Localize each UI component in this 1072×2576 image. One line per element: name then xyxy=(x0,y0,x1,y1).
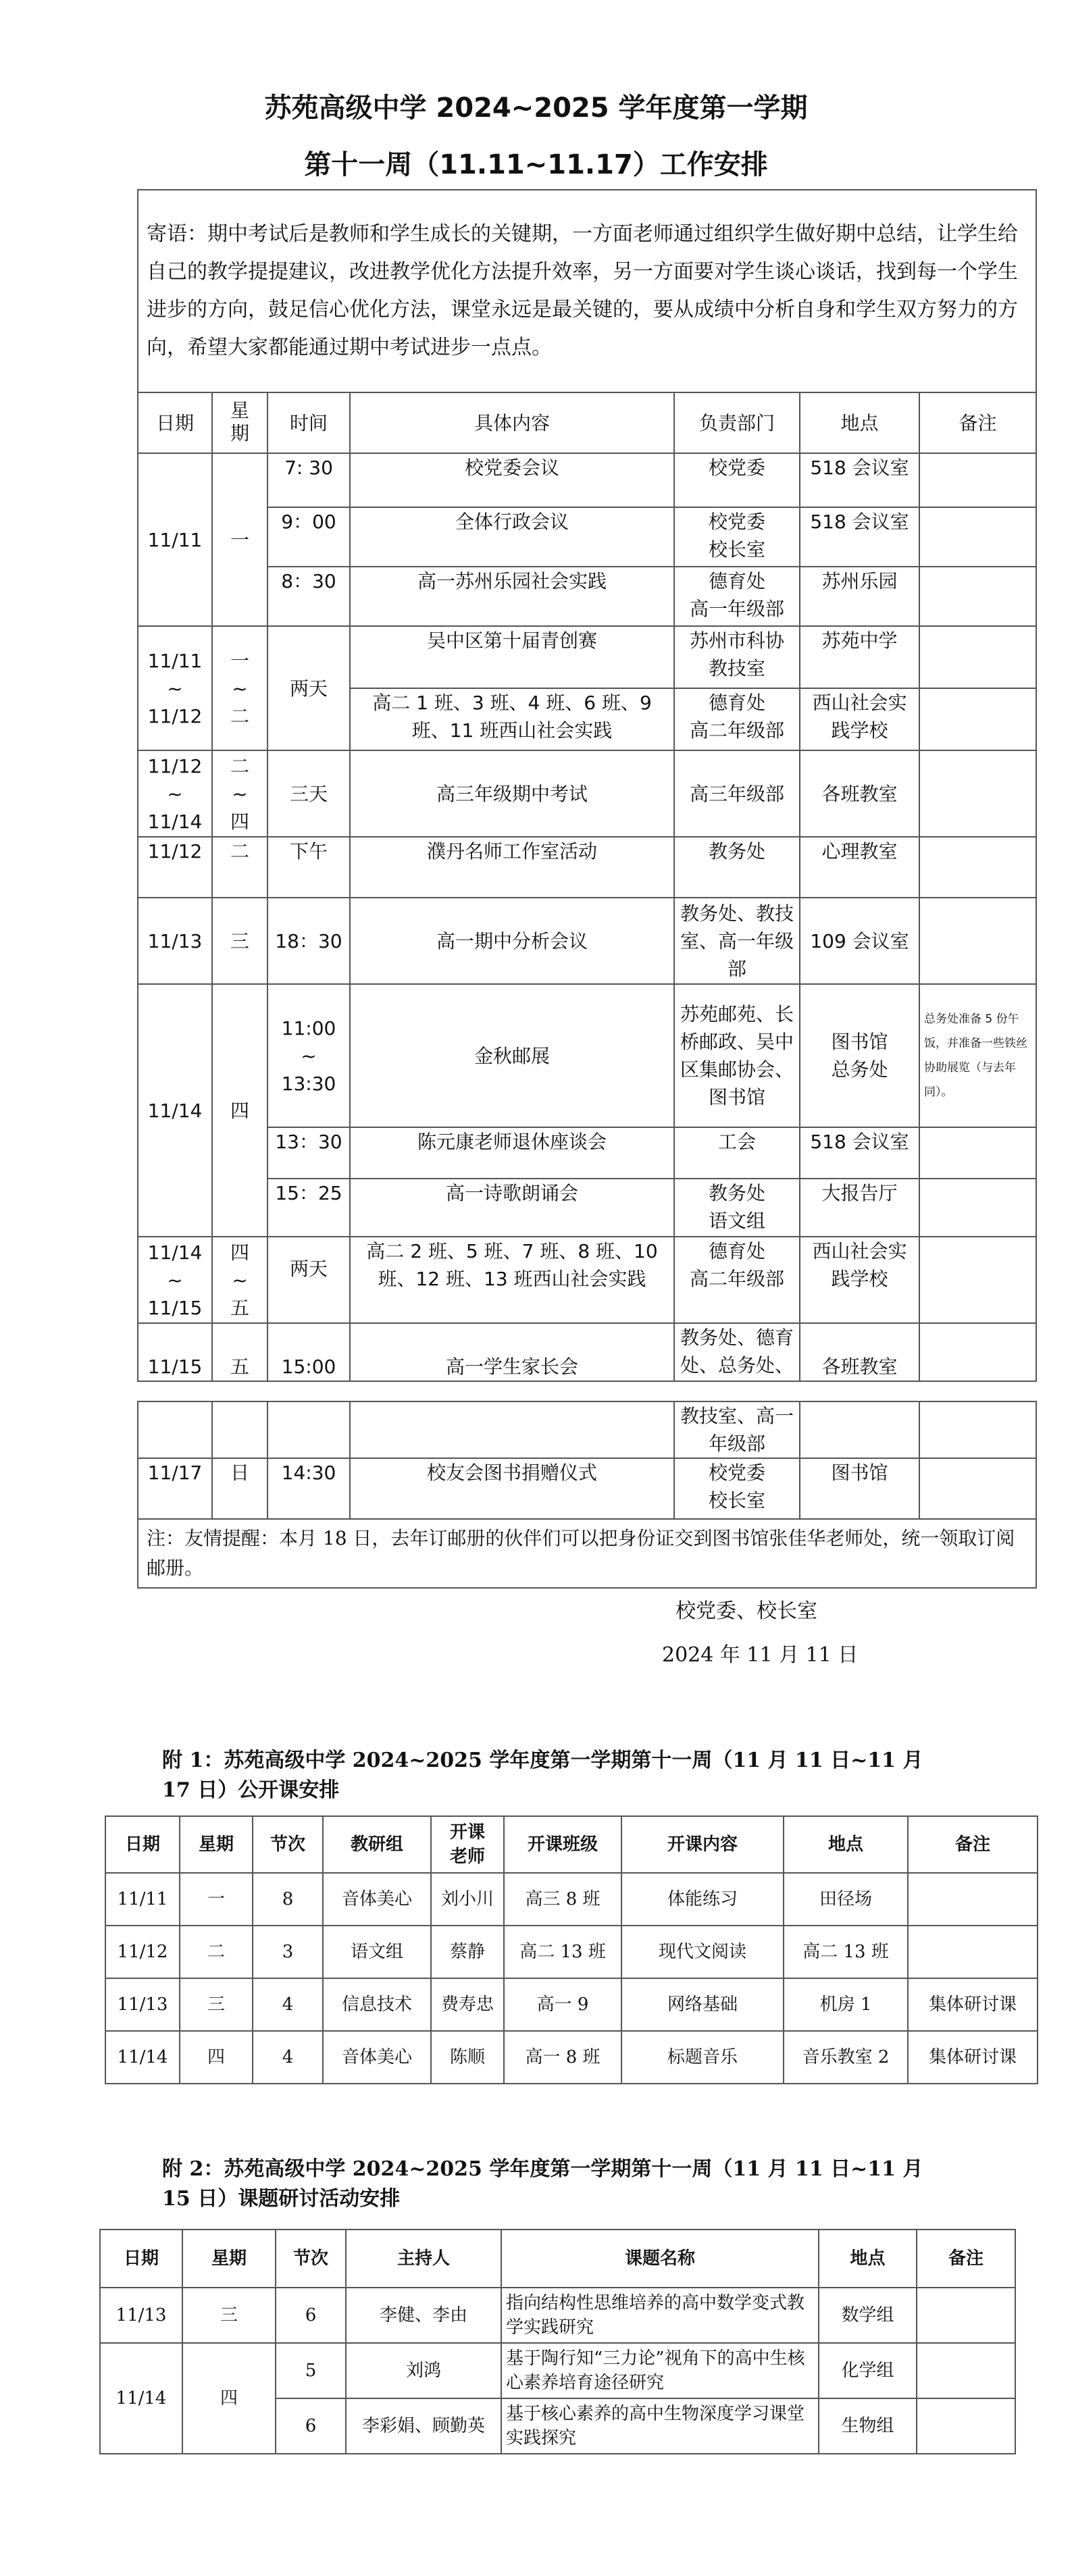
table-row xyxy=(105,2031,1038,2084)
content-cell: 高一诗歌朗诵会 xyxy=(350,1179,674,1237)
dept-cell: 工会 xyxy=(674,1127,800,1179)
weekday-cell: 四 xyxy=(212,984,267,1237)
table-row xyxy=(138,1458,1036,1519)
dept-cell: 德育处 高二年级部 xyxy=(674,688,800,750)
header-cell: 时间 xyxy=(267,392,350,453)
topic-cell: 基于核心素养的高中生物深度学习课堂实践探究 xyxy=(501,2398,819,2454)
date-cell xyxy=(138,1401,212,1458)
header-cell: 开课班级 xyxy=(504,1816,621,1873)
note-cell xyxy=(919,453,1036,507)
content-cell: 高一苏州乐园社会实践 xyxy=(350,567,674,626)
page-gap xyxy=(138,1381,1036,1401)
header-cell: 备注 xyxy=(917,2230,1015,2288)
place-cell: 图书馆 总务处 xyxy=(800,984,919,1127)
cell: 网络基础 xyxy=(621,1978,784,2031)
cell: 高二 13 班 xyxy=(504,1926,621,1978)
time-cell: 8：30 xyxy=(267,567,350,626)
note-cell xyxy=(917,2288,1015,2343)
cell: 体能练习 xyxy=(621,1873,784,1926)
cell: 四 xyxy=(180,2031,253,2084)
note-cell xyxy=(919,837,1036,898)
appendix2-title: 附 2：苏苑高级中学 2024~2025 学年度第一学期第十一周（11 月 11 日~11 月 15 日）课题研讨活动安排 xyxy=(162,2157,923,2211)
note-cell: 总务处准备 5 份午饭，并准备一些铁丝协助展览（与去年同）。 xyxy=(919,984,1036,1127)
footnote: 注：友情提醒：本月 18 日，去年订邮册的伙伴们可以把身份证交到图书馆张佳华老师处，统一领取订阅邮册。 xyxy=(138,1519,1036,1588)
cell: 刘小川 xyxy=(431,1873,504,1926)
content-cell: 高一学生家长会 xyxy=(350,1323,674,1381)
time-cell: 18：30 xyxy=(267,898,350,984)
time-cell: 13：30 xyxy=(267,1127,350,1179)
cell: 高三 8 班 xyxy=(504,1873,621,1926)
weekly-schedule xyxy=(137,189,1036,1589)
dept-cell: 高三年级部 xyxy=(674,750,800,837)
content-cell: 吴中区第十届青创赛 xyxy=(350,626,674,688)
weekday-cell: 五 xyxy=(212,1323,267,1381)
cell: 3 xyxy=(253,1926,323,1978)
cell: 音体美心 xyxy=(323,1873,431,1926)
cell: 田径场 xyxy=(784,1873,908,1926)
dept-cell: 苏苑邮苑、长桥邮政、吴中区集邮协会、图书馆 xyxy=(674,984,800,1127)
time-cell: 下午 xyxy=(267,837,350,898)
content-cell: 全体行政会议 xyxy=(350,507,674,567)
table-row xyxy=(105,1926,1038,1978)
place-cell: 图书馆 xyxy=(800,1458,919,1519)
place-cell: 518 会议室 xyxy=(800,453,919,507)
content-cell: 陈元康老师退休座谈会 xyxy=(350,1127,674,1179)
time-cell xyxy=(267,1401,350,1458)
table-row xyxy=(138,898,1036,984)
header-cell: 教研组 xyxy=(323,1816,431,1873)
header-cell: 星期 xyxy=(180,1816,253,1873)
table-row xyxy=(138,567,1036,626)
header-cell: 备注 xyxy=(908,1816,1038,1873)
appendix2-table xyxy=(99,2229,1016,2454)
weekday-cell: 四 xyxy=(182,2343,276,2454)
date-cell: 11/12 xyxy=(138,837,212,898)
table-row xyxy=(138,1323,1036,1381)
cell: 一 xyxy=(180,1873,253,1926)
content-cell: 高二 1 班、3 班、4 班、6 班、9 班、11 班西山社会实践 xyxy=(350,688,674,750)
dept-cell: 德育处 高二年级部 xyxy=(674,1237,800,1323)
table-row xyxy=(138,626,1036,688)
dept-cell: 苏州市科协 教技室 xyxy=(674,626,800,688)
place-cell: 各班教室 xyxy=(800,750,919,837)
signature-org: 校党委、校长室 xyxy=(675,1599,817,1623)
dept-cell: 教务处 xyxy=(674,837,800,898)
table-header xyxy=(100,2230,1015,2288)
place-cell: 西山社会实践学校 xyxy=(800,688,919,750)
header-cell: 节次 xyxy=(253,1816,323,1873)
dept-cell: 教务处、德育处、总务处、 xyxy=(674,1323,800,1381)
weekday-cell: 一 xyxy=(212,453,267,626)
header-cell: 主持人 xyxy=(346,2230,501,2288)
cell: 标题音乐 xyxy=(621,2031,784,2084)
note-cell xyxy=(917,2398,1015,2454)
header-cell: 星期 xyxy=(212,392,267,453)
weekday-cell: 三 xyxy=(182,2288,276,2343)
time-cell: 11:00 ~ 13:30 xyxy=(267,984,350,1127)
weekday-cell: 一 ~ 二 xyxy=(212,626,267,750)
header-cell: 地点 xyxy=(800,392,919,453)
cell xyxy=(908,1926,1038,1978)
content-cell: 校党委会议 xyxy=(350,453,674,507)
place-cell xyxy=(800,1401,919,1458)
period-cell: 5 xyxy=(276,2343,346,2398)
content-cell: 金秋邮展 xyxy=(350,984,674,1127)
cell: 语文组 xyxy=(323,1926,431,1978)
content-cell: 高一期中分析会议 xyxy=(350,898,674,984)
host-cell: 李健、李由 xyxy=(346,2288,501,2343)
content-cell xyxy=(350,1401,674,1458)
dept-cell: 校党委 校长室 xyxy=(674,1458,800,1519)
table-row xyxy=(105,1978,1038,2031)
table-row xyxy=(100,2288,1015,2343)
cell: 4 xyxy=(253,2031,323,2084)
note-cell xyxy=(919,1323,1036,1381)
header-cell: 备注 xyxy=(919,392,1036,453)
place-cell: 518 会议室 xyxy=(800,1127,919,1179)
note-cell xyxy=(919,1237,1036,1323)
header-cell: 星期 xyxy=(182,2230,276,2288)
table-row xyxy=(138,1237,1036,1323)
table-header xyxy=(138,392,1036,453)
header-cell: 日期 xyxy=(105,1816,180,1873)
header-cell: 日期 xyxy=(100,2230,182,2288)
period-cell: 6 xyxy=(276,2288,346,2343)
message-text: 寄语：期中考试后是教师和学生成长的关键期，一方面老师通过组织学生做好期中总结，让学生给自己的教学提提建议，改进教学优化方法提升效率，另一方面要对学生谈心谈话，找到每一个学生进步的方向，鼓足信心优化方法，课堂永远是最关键的，要从成绩中分析自身和学生双方努力的方向，希望大家都能通过期中考试进步一点点。 xyxy=(138,190,1036,392)
note-cell xyxy=(919,1127,1036,1179)
time-cell: 9：00 xyxy=(267,507,350,567)
cell: 蔡静 xyxy=(431,1926,504,1978)
cell: 集体研讨课 xyxy=(908,1978,1038,2031)
cell: 陈顺 xyxy=(431,2031,504,2084)
date-cell: 11/14 xyxy=(138,984,212,1237)
dept-cell: 校党委 校长室 xyxy=(674,507,800,567)
cell xyxy=(908,1873,1038,1926)
weekday-cell: 四 ~ 五 xyxy=(212,1237,267,1323)
time-cell: 14:30 xyxy=(267,1458,350,1519)
place-cell: 各班教室 xyxy=(800,1323,919,1381)
cell: 集体研讨课 xyxy=(908,2031,1038,2084)
note-cell xyxy=(917,2343,1015,2398)
place-cell: 苏州乐园 xyxy=(800,567,919,626)
dept-cell: 教务处 语文组 xyxy=(674,1179,800,1237)
table-row xyxy=(138,1127,1036,1179)
place-cell: 化学组 xyxy=(819,2343,917,2398)
note-cell xyxy=(919,567,1036,626)
host-cell: 李彩娟、顾勤英 xyxy=(346,2398,501,2454)
place-cell: 生物组 xyxy=(819,2398,917,2454)
header-cell: 开课 老师 xyxy=(431,1816,504,1873)
cell: 音体美心 xyxy=(323,2031,431,2084)
place-cell: 518 会议室 xyxy=(800,507,919,567)
table-row xyxy=(138,1179,1036,1237)
note-cell xyxy=(919,898,1036,984)
table-row xyxy=(138,750,1036,837)
cell: 11/13 xyxy=(105,1978,180,2031)
note-cell xyxy=(919,626,1036,688)
weekday-cell: 二 ~ 四 xyxy=(212,750,267,837)
date-cell: 11/13 xyxy=(138,898,212,984)
place-cell: 西山社会实践学校 xyxy=(800,1237,919,1323)
place-cell: 苏苑中学 xyxy=(800,626,919,688)
note-cell xyxy=(919,507,1036,567)
header-cell: 具体内容 xyxy=(350,392,674,453)
header-cell: 负责部门 xyxy=(674,392,800,453)
place-cell: 大报告厅 xyxy=(800,1179,919,1237)
dept-cell: 教务处、教技室、高一年级部 xyxy=(674,898,800,984)
header-cell: 节次 xyxy=(276,2230,346,2288)
date-cell: 11/11 ~ 11/12 xyxy=(138,626,212,750)
cell: 现代文阅读 xyxy=(621,1926,784,1978)
date-cell: 11/14 xyxy=(100,2343,182,2454)
appendix1-table xyxy=(105,1815,1038,2084)
page-title: 苏苑高级中学 2024~2025 学年度第一学期 xyxy=(264,93,808,124)
time-cell: 7: 30 xyxy=(267,453,350,507)
weekday-cell: 三 xyxy=(212,898,267,984)
cell: 机房 1 xyxy=(784,1978,908,2031)
table-row xyxy=(138,507,1036,567)
time-cell: 15:00 xyxy=(267,1323,350,1381)
dept-cell: 校党委 xyxy=(674,453,800,507)
cell: 4 xyxy=(253,1978,323,2031)
date-cell: 11/11 xyxy=(138,453,212,626)
content-cell: 濮丹名师工作室活动 xyxy=(350,837,674,898)
cell: 高一 9 xyxy=(504,1978,621,2031)
table-row xyxy=(138,837,1036,898)
note-cell xyxy=(919,750,1036,837)
table-row xyxy=(100,2343,1015,2398)
content-cell: 校友会图书捐赠仪式 xyxy=(350,1458,674,1519)
cell: 高一 8 班 xyxy=(504,2031,621,2084)
header-cell: 地点 xyxy=(819,2230,917,2288)
weekday-cell: 日 xyxy=(212,1458,267,1519)
cell: 高二 13 班 xyxy=(784,1926,908,1978)
note-cell xyxy=(919,1401,1036,1458)
dept-cell: 教技室、高一年级部 xyxy=(674,1401,800,1458)
cell: 11/14 xyxy=(105,2031,180,2084)
period-cell: 6 xyxy=(276,2398,346,2454)
weekday-cell xyxy=(212,1401,267,1458)
note-cell xyxy=(919,1179,1036,1237)
time-cell: 三天 xyxy=(267,750,350,837)
date-cell: 11/17 xyxy=(138,1458,212,1519)
signature-date: 2024 年 11 月 11 日 xyxy=(662,1643,859,1667)
date-cell: 11/15 xyxy=(138,1323,212,1381)
cell: 费寿忠 xyxy=(431,1978,504,2031)
dept-cell: 德育处 高一年级部 xyxy=(674,567,800,626)
time-cell: 两天 xyxy=(267,626,350,750)
cell: 三 xyxy=(180,1978,253,2031)
time-cell: 15：25 xyxy=(267,1179,350,1237)
topic-cell: 基于陶行知“三力论”视角下的高中生核心素养培育途径研究 xyxy=(501,2343,819,2398)
table-row xyxy=(138,984,1036,1127)
weekday-cell: 二 xyxy=(212,837,267,898)
appendix1-title: 附 1：苏苑高级中学 2024~2025 学年度第一学期第十一周（11 月 11 日~11 月 17 日）公开课安排 xyxy=(162,1749,923,1802)
place-cell: 心理教室 xyxy=(800,837,919,898)
date-cell: 11/12 ~ 11/14 xyxy=(138,750,212,837)
date-cell: 11/14 ~ 11/15 xyxy=(138,1237,212,1323)
cell: 8 xyxy=(253,1873,323,1926)
content-cell: 高三年级期中考试 xyxy=(350,750,674,837)
note-cell xyxy=(919,1458,1036,1519)
cell: 11/12 xyxy=(105,1926,180,1978)
header-cell: 地点 xyxy=(784,1816,908,1873)
note-cell xyxy=(919,688,1036,750)
host-cell: 刘鸿 xyxy=(346,2343,501,2398)
place-cell: 数学组 xyxy=(819,2288,917,2343)
table-header xyxy=(105,1816,1038,1873)
cell: 11/11 xyxy=(105,1873,180,1926)
header-cell: 开课内容 xyxy=(621,1816,784,1873)
place-cell: 109 会议室 xyxy=(800,898,919,984)
content-cell: 高二 2 班、5 班、7 班、8 班、10 班、12 班、13 班西山社会实践 xyxy=(350,1237,674,1323)
time-cell: 两天 xyxy=(267,1237,350,1323)
table-row xyxy=(105,1873,1038,1926)
cell: 信息技术 xyxy=(323,1978,431,2031)
cell: 音乐教室 2 xyxy=(784,2031,908,2084)
table-row xyxy=(138,453,1036,507)
table-row xyxy=(138,1401,1036,1458)
date-cell: 11/13 xyxy=(100,2288,182,2343)
header-cell: 日期 xyxy=(138,392,212,453)
header-cell: 课题名称 xyxy=(501,2230,819,2288)
cell: 二 xyxy=(180,1926,253,1978)
page-subtitle: 第十一周（11.11~11.17）工作安排 xyxy=(304,149,768,180)
topic-cell: 指向结构性思维培养的高中数学变式教学实践研究 xyxy=(501,2288,819,2343)
